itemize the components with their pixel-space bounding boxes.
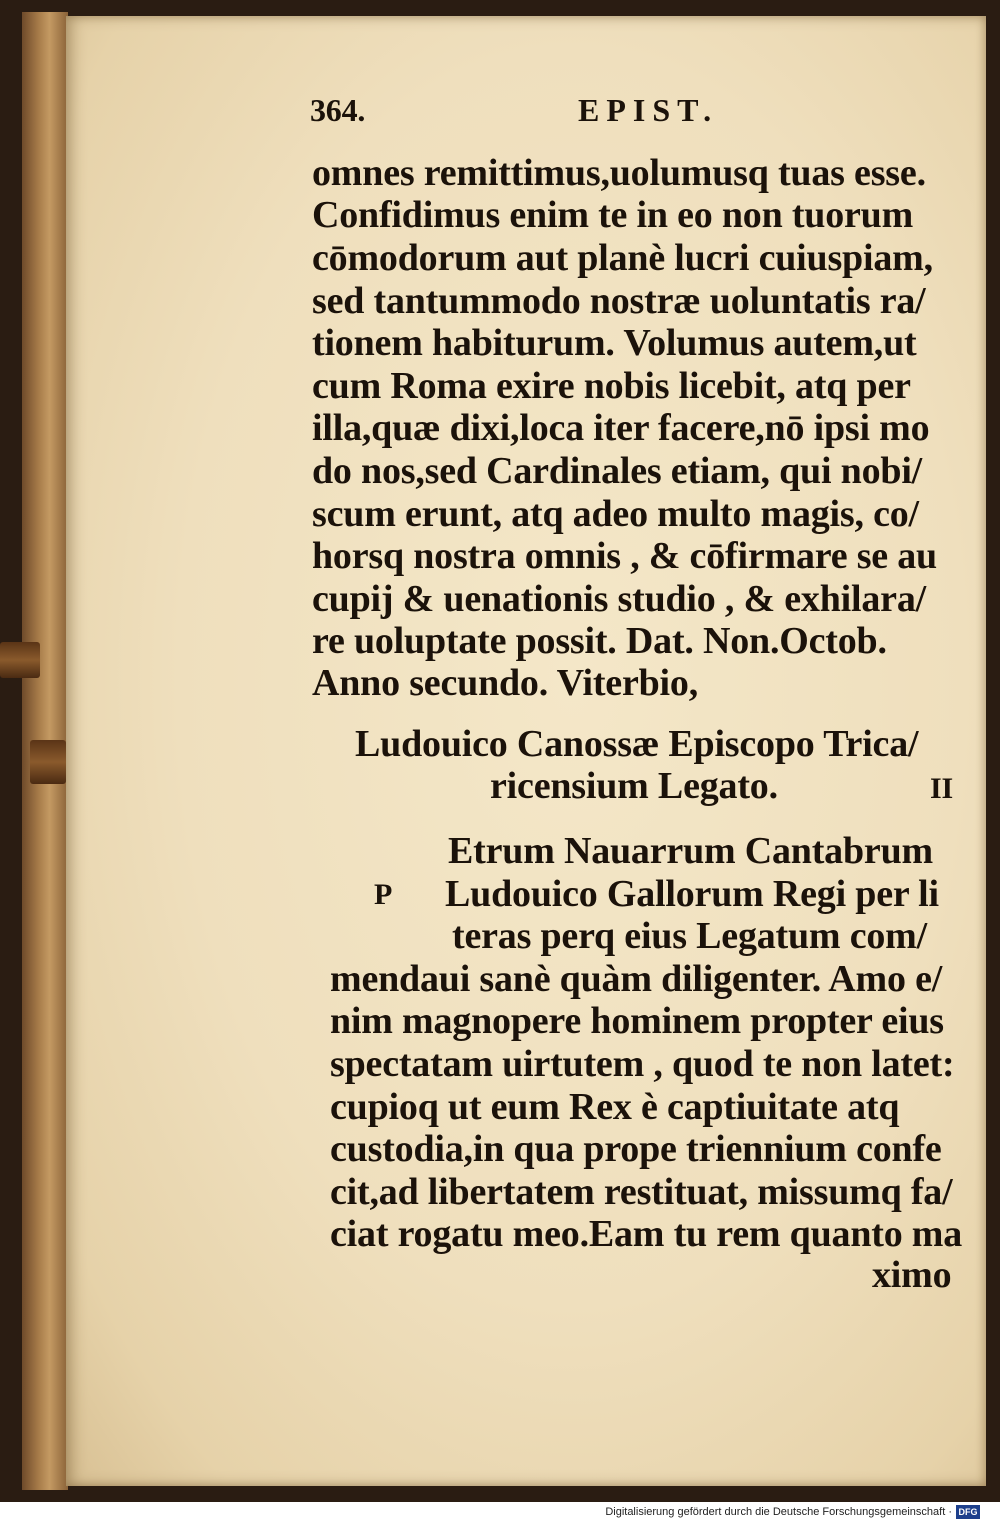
footer-bar xyxy=(0,1502,1000,1524)
page-edge xyxy=(986,16,1000,1486)
text-line: custodia,in qua prope triennium confe xyxy=(330,1128,942,1170)
text-line: mendaui sanè quàm diligenter. Amo e/ xyxy=(330,958,943,1000)
text-line: nim magnopere hominem propter eius xyxy=(330,1000,944,1042)
text-line: illa,quæ dixi,loca iter facere,nō ipsi mo xyxy=(312,407,930,449)
text-line: horsq nostra omnis , & cōfirmare se au xyxy=(312,535,937,577)
text-line: teras perq eius Legatum com/ xyxy=(452,915,927,957)
catchword: ximo xyxy=(872,1254,952,1296)
text-line: Ludouico Gallorum Regi per li xyxy=(445,873,939,915)
text-line: Etrum Nauarrum Cantabrum xyxy=(448,830,933,872)
text-line: cit,ad libertatem restituat, missumq fa/ xyxy=(330,1171,953,1213)
text-line: scum erunt, atq adeo multo magis, co/ xyxy=(312,493,919,535)
text-line: sed tantummodo nostræ uoluntatis ra/ xyxy=(312,280,926,322)
text-line: cum Roma exire nobis licebit, atq per xyxy=(312,365,911,407)
initial-letter: P xyxy=(374,878,393,911)
binding-clasp xyxy=(30,740,66,784)
text-line: do nos,sed Cardinales etiam, qui nobi/ xyxy=(312,450,923,492)
text-line: ciat rogatu meo.Eam tu rem quanto ma xyxy=(330,1213,963,1255)
letter-heading: Ludouico Canossæ Episcopo Trica/ xyxy=(355,723,919,765)
binding-clasp xyxy=(0,642,40,678)
page-number: 364. xyxy=(310,92,366,128)
text-line: cupioq ut eum Rex è captiuitate atq xyxy=(330,1086,900,1128)
text-line: Anno secundo. Viterbio, xyxy=(312,662,699,704)
text-line: tionem habiturum. Volumus autem,ut xyxy=(312,322,917,364)
text-line: omnes remittimus,uolumusq tuas esse. xyxy=(312,152,926,194)
text-line: cupij & uenationis studio , & exhilara/ xyxy=(312,578,926,620)
running-head: EPIST. xyxy=(578,92,719,128)
letter-heading: ricensium Legato. xyxy=(490,765,778,807)
text-line: Confidimus enim te in eo non tuorum xyxy=(312,194,914,236)
letter-number: II xyxy=(930,772,953,805)
text-line: cōmodorum aut planè lucri cuiuspiam, xyxy=(312,237,933,279)
text-line: re uoluptate possit. Dat. Non.Octob. xyxy=(312,620,887,662)
text-line: spectatam uirtutem , quod te non latet: xyxy=(330,1043,955,1085)
funding-credit: Digitalisierung gefördert durch die Deutsche Forschungsgemeinschaft · xyxy=(605,1506,952,1518)
dfg-logo: DFG xyxy=(956,1505,980,1519)
